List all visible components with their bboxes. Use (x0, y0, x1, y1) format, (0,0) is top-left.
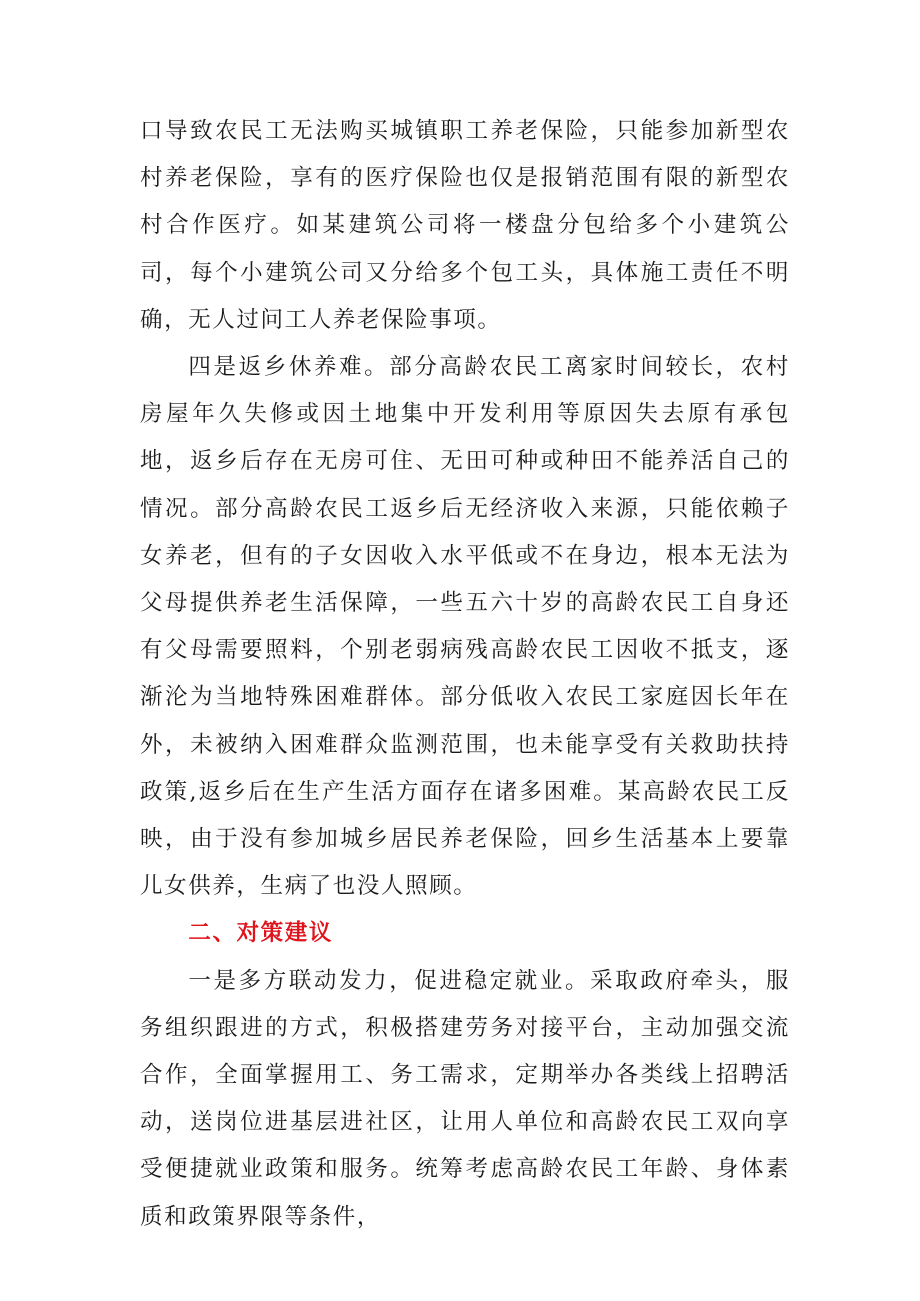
paragraph-continuation: 口导致农民工无法购买城镇职工养老保险，只能参加新型农村养老保险，享有的医疗保险也仅是报销范围有限的新型农村合作医疗。如某建筑公司将一楼盘分包给多个小建筑公司，每个小建筑公司又分给多个包工头，具体施工责任不明确，无人过问工人养老保险事项。 (140, 118, 790, 333)
paragraph-measure-one: 一是多方联动发力，促进稳定就业。采取政府牵头，服务组织跟进的方式，积极搭建劳务对接平台，主动加强交流合作，全面掌握用工、务工需求，定期举办各类线上招聘活动，送岗位进基层进社区，让用人单位和高龄农民工双向享受便捷就业政策和服务。统筹考虑高龄农民工年龄、身体素质和政策界限等条件， (140, 967, 790, 1230)
section-heading: 二、对策建议 (188, 920, 333, 947)
paragraph-point-four: 四是返乡休养难。部分高龄农民工离家时间较长，农村房屋年久失修或因土地集中开发利用等原因失去原有承包地，返乡后存在无房可住、无田可种或种田不能养活自己的情况。部分高龄农民工返乡后无经济收入来源，只能依赖子女养老，但有的子女因收入水平低或不在身边，根本无法为父母提供养老生活保障，一些五六十岁的高龄农民工自身还有父母需要照料，个别老弱病残高龄农民工因收不抵支，逐渐沦为当地特殊困难群体。部分低收入农民工家庭因长年在外，未被纳入困难群众监测范围，也未能享受有关救助扶持政策,返乡后在生产生活方面存在诸多困难。某高龄农民工反映，由于没有参加城乡居民养老保险，回乡生活基本上要靠儿女供养，生病了也没人照顾。 (140, 354, 790, 900)
document-body (140, 108, 790, 1241)
